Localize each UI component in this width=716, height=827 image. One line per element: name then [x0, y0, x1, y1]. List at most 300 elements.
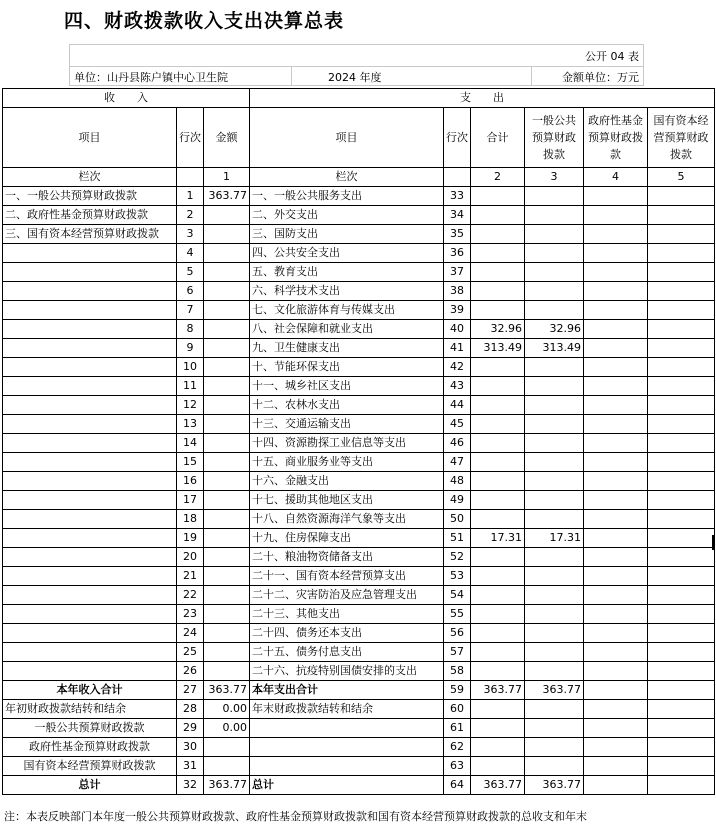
- income-item: [3, 529, 177, 548]
- expense-total: [471, 548, 525, 567]
- income-item: [3, 415, 177, 434]
- income-item: [3, 396, 177, 415]
- expense-item: 五、教育支出: [250, 263, 444, 282]
- expense-fund: [584, 719, 648, 738]
- expense-general: [525, 586, 584, 605]
- income-line: 29: [177, 719, 204, 738]
- expense-general: [525, 415, 584, 434]
- expense-state: [648, 700, 715, 719]
- expense-line: 64: [444, 776, 471, 795]
- expense-general: 32.96: [525, 320, 584, 339]
- expense-fund: [584, 415, 648, 434]
- expense-state: [648, 662, 715, 681]
- income-item: [3, 510, 177, 529]
- income-line: 16: [177, 472, 204, 491]
- colnum-cell: 2: [471, 168, 525, 187]
- income-item: [3, 624, 177, 643]
- expense-total: 363.77: [471, 681, 525, 700]
- expense-item: 二十三、其他支出: [250, 605, 444, 624]
- income-item: 年初财政拨款结转和结余: [3, 700, 177, 719]
- expense-line: 55: [444, 605, 471, 624]
- expense-total: [471, 263, 525, 282]
- income-item: 一般公共预算财政拨款: [3, 719, 177, 738]
- expense-general: [525, 510, 584, 529]
- income-line: 28: [177, 700, 204, 719]
- expense-state: [648, 586, 715, 605]
- income-line: 32: [177, 776, 204, 795]
- expense-fund: [584, 396, 648, 415]
- expense-item: 二十四、债务还本支出: [250, 624, 444, 643]
- report-year: 2024 年度: [328, 71, 382, 84]
- expense-line: 61: [444, 719, 471, 738]
- expense-general: [525, 548, 584, 567]
- expense-fund: [584, 776, 648, 795]
- expense-general: [525, 643, 584, 662]
- table-row: [3, 643, 715, 662]
- income-item: [3, 434, 177, 453]
- table-row: [3, 320, 715, 339]
- table-row: [3, 339, 715, 358]
- income-amount: [204, 282, 250, 301]
- income-line: 24: [177, 624, 204, 643]
- income-line: 13: [177, 415, 204, 434]
- colnum-label: 栏次: [250, 168, 444, 187]
- amount-unit: 金额单位：万元: [562, 71, 639, 84]
- income-line: 5: [177, 263, 204, 282]
- expense-line: 35: [444, 225, 471, 244]
- income-amount: [204, 415, 250, 434]
- expense-line: 38: [444, 282, 471, 301]
- income-amount: [204, 263, 250, 282]
- income-amount: [204, 206, 250, 225]
- expense-fund: [584, 244, 648, 263]
- table-row: [3, 206, 715, 225]
- income-line: 26: [177, 662, 204, 681]
- income-line: 10: [177, 358, 204, 377]
- expense-state: [648, 453, 715, 472]
- expense-total-header: 合计: [471, 108, 525, 168]
- expense-fund: [584, 263, 648, 282]
- expense-total: [471, 757, 525, 776]
- income-amount: [204, 510, 250, 529]
- income-amount: [204, 472, 250, 491]
- expense-line: 56: [444, 624, 471, 643]
- expense-state: [648, 491, 715, 510]
- income-item: 国有资本经营预算财政拨款: [3, 757, 177, 776]
- income-line: 21: [177, 567, 204, 586]
- unit-label: 单位：山丹县陈户镇中心卫生院: [74, 71, 228, 84]
- expense-general: [525, 662, 584, 681]
- expense-fund: [584, 187, 648, 206]
- income-item: [3, 377, 177, 396]
- expense-state: [648, 510, 715, 529]
- expense-line-header: 行次: [444, 108, 471, 168]
- income-amount: [204, 453, 250, 472]
- expense-line: 58: [444, 662, 471, 681]
- table-row: [3, 301, 715, 320]
- table-row: [3, 282, 715, 301]
- expense-state: [648, 320, 715, 339]
- edge-marker: [712, 535, 714, 550]
- expense-state: [648, 624, 715, 643]
- expense-state: [648, 719, 715, 738]
- total-row: [3, 776, 715, 795]
- expense-general: 17.31: [525, 529, 584, 548]
- expense-general: [525, 757, 584, 776]
- income-amount: [204, 662, 250, 681]
- income-line: 4: [177, 244, 204, 263]
- expense-item: 九、卫生健康支出: [250, 339, 444, 358]
- expense-general: [525, 263, 584, 282]
- colnum-cell: 5: [648, 168, 715, 187]
- expense-item: 二十二、灾害防治及应急管理支出: [250, 586, 444, 605]
- expense-general: [525, 453, 584, 472]
- income-item: [3, 472, 177, 491]
- expense-item: 年末财政拨款结转和结余: [250, 700, 444, 719]
- income-item: 一、一般公共预算财政拨款: [3, 187, 177, 206]
- expense-fund: [584, 510, 648, 529]
- expense-state: [648, 567, 715, 586]
- income-item: 三、国有资本经营预算财政拨款: [3, 225, 177, 244]
- expense-state: [648, 681, 715, 700]
- expense-state: [648, 643, 715, 662]
- income-item: 本年收入合计: [3, 681, 177, 700]
- expense-fund: [584, 206, 648, 225]
- expense-total: [471, 605, 525, 624]
- income-item: [3, 339, 177, 358]
- expense-line: 53: [444, 567, 471, 586]
- income-line-header: 行次: [177, 108, 204, 168]
- expense-line: 54: [444, 586, 471, 605]
- expense-fund: [584, 282, 648, 301]
- expense-fund: [584, 377, 648, 396]
- expense-item: 七、文化旅游体育与传媒支出: [250, 301, 444, 320]
- expense-item: 十九、住房保障支出: [250, 529, 444, 548]
- expense-state: [648, 358, 715, 377]
- expense-item: 十六、金融支出: [250, 472, 444, 491]
- expense-state: [648, 225, 715, 244]
- income-amount: [204, 491, 250, 510]
- expense-line: 48: [444, 472, 471, 491]
- income-amount: [204, 358, 250, 377]
- expense-state: [648, 263, 715, 282]
- income-amount: [204, 244, 250, 263]
- income-amount: [204, 529, 250, 548]
- expense-general: [525, 301, 584, 320]
- fund-budget-header: 政府性基金预算财政拨款: [584, 108, 648, 168]
- expense-general: [525, 719, 584, 738]
- expense-item: 二十六、抗疫特别国债安排的支出: [250, 662, 444, 681]
- expense-fund: [584, 434, 648, 453]
- income-amount: [204, 567, 250, 586]
- income-line: 7: [177, 301, 204, 320]
- income-item: [3, 662, 177, 681]
- expense-line: 60: [444, 700, 471, 719]
- expense-state: [648, 434, 715, 453]
- table-row: [3, 415, 715, 434]
- income-item: [3, 548, 177, 567]
- carry-row: [3, 719, 715, 738]
- expense-total: [471, 396, 525, 415]
- report-header-box: [69, 44, 644, 86]
- expense-state: [648, 244, 715, 263]
- expense-line: 49: [444, 491, 471, 510]
- colnum-cell: [444, 168, 471, 187]
- expense-general: [525, 358, 584, 377]
- income-line: 23: [177, 605, 204, 624]
- form-code: 公开 04 表: [585, 50, 639, 63]
- income-amount: [204, 738, 250, 757]
- expense-line: 62: [444, 738, 471, 757]
- expense-fund: [584, 624, 648, 643]
- expense-general: [525, 187, 584, 206]
- expense-item: 二十一、国有资本经营预算支出: [250, 567, 444, 586]
- table-row: [3, 548, 715, 567]
- income-line: 2: [177, 206, 204, 225]
- expense-total: [471, 187, 525, 206]
- income-line: 31: [177, 757, 204, 776]
- expense-total: [471, 643, 525, 662]
- expense-general: 313.49: [525, 339, 584, 358]
- expense-fund: [584, 320, 648, 339]
- expense-total: [471, 415, 525, 434]
- expense-line: 33: [444, 187, 471, 206]
- expense-total: [471, 377, 525, 396]
- expense-fund: [584, 529, 648, 548]
- carry-row: [3, 738, 715, 757]
- table-row: [3, 225, 715, 244]
- income-line: 30: [177, 738, 204, 757]
- expense-fund: [584, 662, 648, 681]
- expense-line: 59: [444, 681, 471, 700]
- income-amount: 363.77: [204, 681, 250, 700]
- column-number-row: [3, 168, 715, 187]
- expense-line: 57: [444, 643, 471, 662]
- expense-general: [525, 605, 584, 624]
- expense-line: 40: [444, 320, 471, 339]
- income-item: [3, 491, 177, 510]
- expense-state: [648, 548, 715, 567]
- expense-state: [648, 415, 715, 434]
- expense-state: [648, 529, 715, 548]
- income-line: 15: [177, 453, 204, 472]
- income-amount: 0.00: [204, 719, 250, 738]
- income-line: 6: [177, 282, 204, 301]
- income-amount: 363.77: [204, 776, 250, 795]
- expense-total: [471, 472, 525, 491]
- income-item: 政府性基金预算财政拨款: [3, 738, 177, 757]
- expense-total: [471, 453, 525, 472]
- expense-fund: [584, 301, 648, 320]
- expense-state: [648, 396, 715, 415]
- expense-general: [525, 624, 584, 643]
- expense-line: 39: [444, 301, 471, 320]
- expense-line: 52: [444, 548, 471, 567]
- income-line: 14: [177, 434, 204, 453]
- expense-item: 十、节能环保支出: [250, 358, 444, 377]
- page-title: 四、财政拨款收入支出决算总表: [64, 10, 345, 32]
- expense-line: 37: [444, 263, 471, 282]
- expense-fund: [584, 643, 648, 662]
- income-amount: 0.00: [204, 700, 250, 719]
- income-item: [3, 301, 177, 320]
- income-amount: [204, 301, 250, 320]
- expense-item: 二十、粮油物资储备支出: [250, 548, 444, 567]
- expense-general: [525, 396, 584, 415]
- colnum-cell: 4: [584, 168, 648, 187]
- expense-general: 363.77: [525, 681, 584, 700]
- expense-fund: [584, 586, 648, 605]
- table-row: [3, 491, 715, 510]
- table-row: [3, 434, 715, 453]
- table-row: [3, 624, 715, 643]
- expense-fund: [584, 491, 648, 510]
- expense-total: 363.77: [471, 776, 525, 795]
- expense-item: 本年支出合计: [250, 681, 444, 700]
- expense-general: [525, 377, 584, 396]
- income-line: 22: [177, 586, 204, 605]
- expense-line: 50: [444, 510, 471, 529]
- expense-general: 363.77: [525, 776, 584, 795]
- income-line: 27: [177, 681, 204, 700]
- income-item: [3, 567, 177, 586]
- income-line: 11: [177, 377, 204, 396]
- colnum-label: 栏次: [3, 168, 177, 187]
- expense-total: 17.31: [471, 529, 525, 548]
- income-line: 19: [177, 529, 204, 548]
- section-header-row: [3, 89, 715, 108]
- income-item: 二、政府性基金预算财政拨款: [3, 206, 177, 225]
- expense-general: [525, 567, 584, 586]
- table-row: [3, 662, 715, 681]
- expense-general: [525, 700, 584, 719]
- expense-fund: [584, 358, 648, 377]
- carry-row: [3, 700, 715, 719]
- expense-fund: [584, 605, 648, 624]
- income-line: 25: [177, 643, 204, 662]
- expense-item: 三、国防支出: [250, 225, 444, 244]
- expense-item: 十一、城乡社区支出: [250, 377, 444, 396]
- income-amount: [204, 548, 250, 567]
- expense-general: [525, 434, 584, 453]
- expense-total: [471, 624, 525, 643]
- expense-state: [648, 339, 715, 358]
- expense-state: [648, 377, 715, 396]
- expense-total: [471, 225, 525, 244]
- expense-state: [648, 187, 715, 206]
- income-amount: [204, 757, 250, 776]
- table-row: [3, 472, 715, 491]
- expense-total: [471, 434, 525, 453]
- expense-total: [471, 700, 525, 719]
- income-line: 9: [177, 339, 204, 358]
- expense-general: [525, 282, 584, 301]
- expense-line: 36: [444, 244, 471, 263]
- expense-state: [648, 206, 715, 225]
- colnum-cell: 3: [525, 168, 584, 187]
- expense-line: 47: [444, 453, 471, 472]
- expense-state: [648, 605, 715, 624]
- expense-total: [471, 206, 525, 225]
- expense-total: [471, 244, 525, 263]
- income-item: [3, 586, 177, 605]
- expense-fund: [584, 472, 648, 491]
- expense-line: 51: [444, 529, 471, 548]
- expense-fund: [584, 548, 648, 567]
- expense-item: [250, 719, 444, 738]
- income-item: [3, 453, 177, 472]
- footnote: 注：本表反映部门本年度一般公共预算财政拨款、政府性基金预算财政拨款和国有资本经营预算财政拨款的总收支和年末: [4, 810, 587, 823]
- general-budget-header: 一般公共预算财政拨款: [525, 108, 584, 168]
- expense-line: 45: [444, 415, 471, 434]
- income-amount: [204, 396, 250, 415]
- income-item: [3, 263, 177, 282]
- table-row: [3, 244, 715, 263]
- expense-item: 六、科学技术支出: [250, 282, 444, 301]
- column-header-row: [3, 108, 715, 168]
- expense-fund: [584, 700, 648, 719]
- expense-line: 44: [444, 396, 471, 415]
- income-item: [3, 643, 177, 662]
- income-amount-header: 金额: [204, 108, 250, 168]
- income-amount: [204, 434, 250, 453]
- expense-total: [471, 358, 525, 377]
- income-item: [3, 282, 177, 301]
- expense-item: [250, 738, 444, 757]
- expense-total: [471, 738, 525, 757]
- income-amount: [204, 377, 250, 396]
- income-item-header: 项目: [3, 108, 177, 168]
- expense-item: 一、一般公共服务支出: [250, 187, 444, 206]
- expense-state: [648, 301, 715, 320]
- expense-fund: [584, 339, 648, 358]
- income-amount: [204, 586, 250, 605]
- expense-state: [648, 757, 715, 776]
- expense-general: [525, 472, 584, 491]
- expense-line: 46: [444, 434, 471, 453]
- income-line: 17: [177, 491, 204, 510]
- expense-fund: [584, 225, 648, 244]
- expense-line: 43: [444, 377, 471, 396]
- table-row: [3, 263, 715, 282]
- expense-fund: [584, 757, 648, 776]
- table-row: [3, 510, 715, 529]
- income-amount: [204, 643, 250, 662]
- expense-item: 十三、交通运输支出: [250, 415, 444, 434]
- income-item: [3, 358, 177, 377]
- expense-item: 十四、资源勘探工业信息等支出: [250, 434, 444, 453]
- expense-general: [525, 738, 584, 757]
- income-amount: [204, 320, 250, 339]
- colnum-cell: [177, 168, 204, 187]
- table-row: [3, 586, 715, 605]
- expense-general: [525, 225, 584, 244]
- expense-item: 十七、援助其他地区支出: [250, 491, 444, 510]
- table-row: [3, 529, 715, 548]
- income-item: 总计: [3, 776, 177, 795]
- expense-section-header: 支 出: [250, 89, 715, 108]
- expense-total: [471, 301, 525, 320]
- expense-line: 34: [444, 206, 471, 225]
- carry-row: [3, 757, 715, 776]
- income-item: [3, 605, 177, 624]
- expense-total: [471, 510, 525, 529]
- expense-item: 八、社会保障和就业支出: [250, 320, 444, 339]
- fiscal-table: [2, 88, 715, 795]
- income-amount: [204, 225, 250, 244]
- expense-total: [471, 282, 525, 301]
- income-line: 18: [177, 510, 204, 529]
